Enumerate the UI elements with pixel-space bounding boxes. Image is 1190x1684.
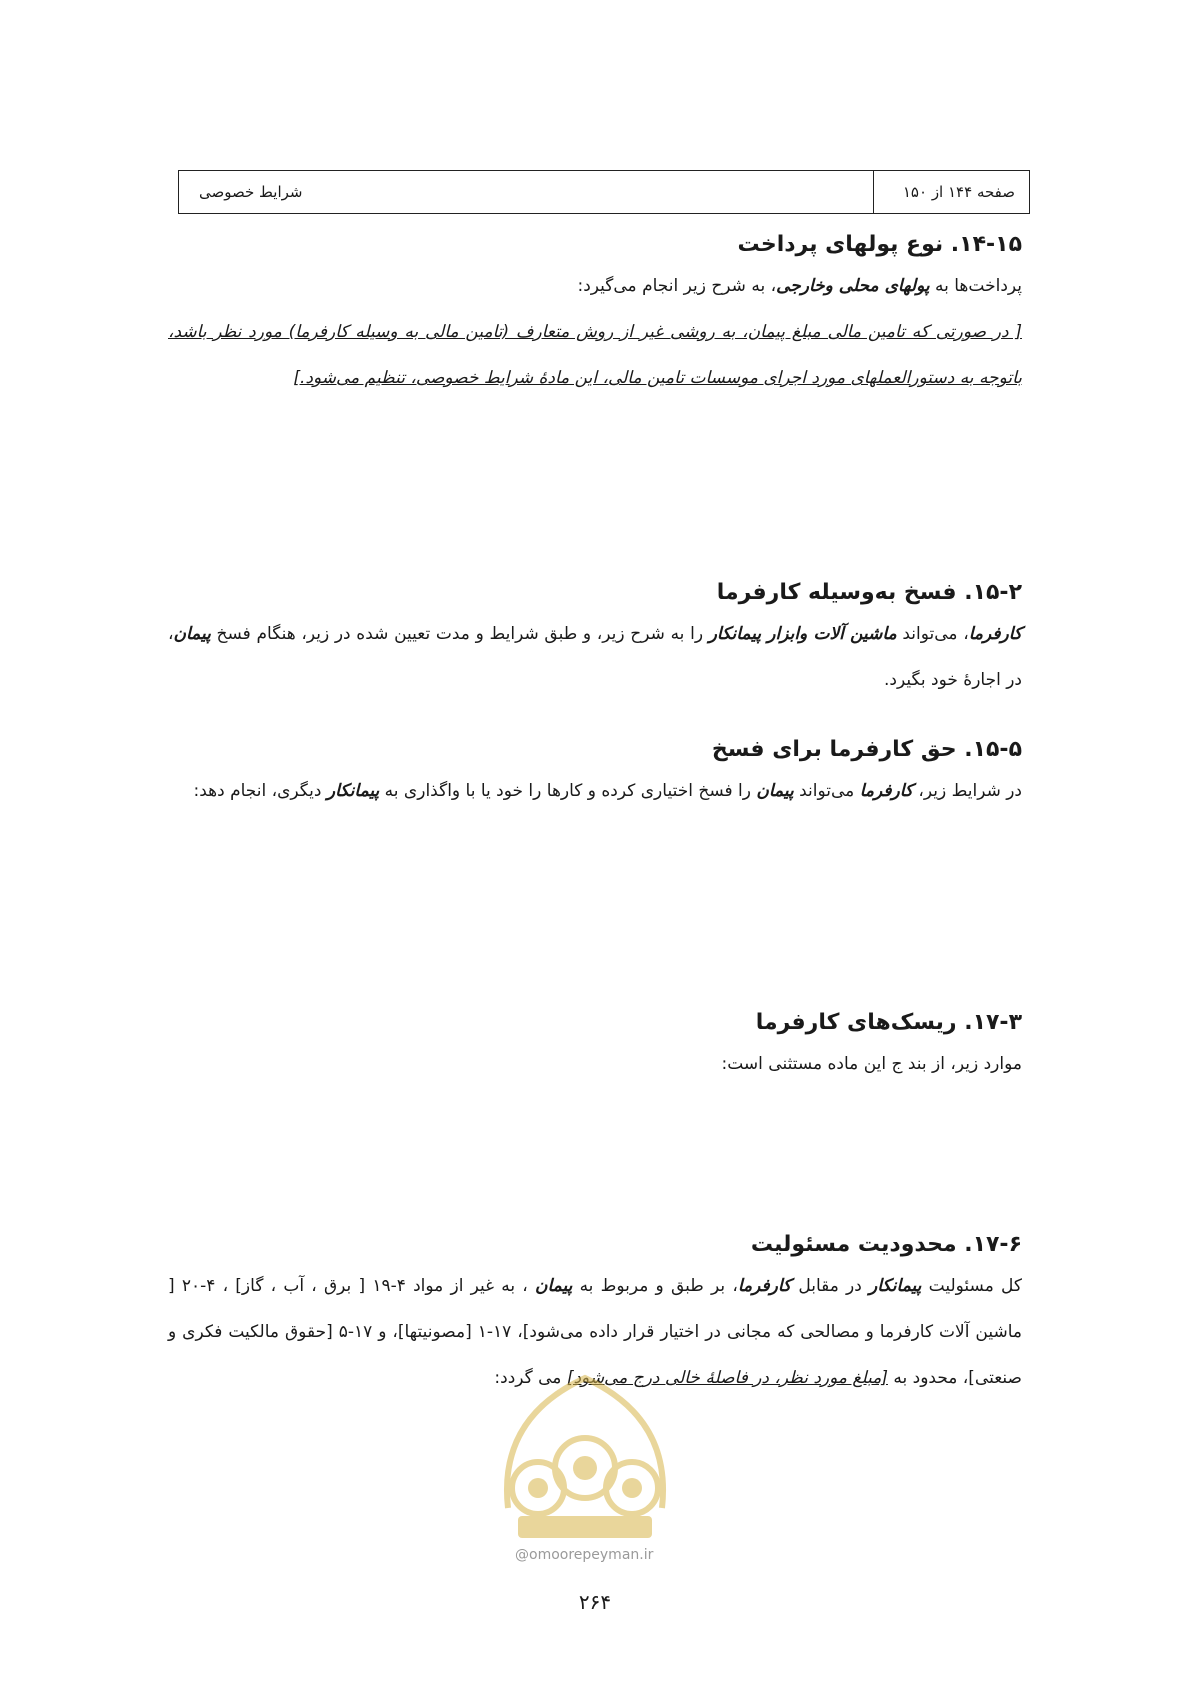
section-heading: ۱۵-۲. فسخ به‌وسیله کارفرما — [716, 580, 1022, 605]
section-payment-currencies — [168, 232, 1022, 401]
paragraph: در شرایط زیر، کارفرما می‌تواند پیمان را فسخ اختیاری کرده و کارها را خود یا با واگذاری به پیمانکار دیگری، انجام دهد: — [193, 781, 1022, 801]
paragraph: موارد زیر، از بند ج این ماده مستثنی است: — [721, 1054, 1022, 1074]
page-number-label: صفحه ۱۴۴ از ۱۵۰ — [873, 171, 1029, 213]
page-folio-number: ۲۶۴ — [578, 1590, 612, 1614]
watermark-site: @omoorepeyman.ir — [515, 1547, 654, 1563]
page-header — [178, 170, 1030, 214]
section-heading: ۱۴-۱۵. نوع پولهای پرداخت — [737, 232, 1022, 257]
section-heading: ۱۵-۵. حق کارفرما برای فسخ — [711, 737, 1022, 762]
note-paragraph: [ در صورتی که تامین مالی مبلغ پیمان، به روشی غیر از روش متعارف (تامین مالی به وسیله کارفرما) مورد نظر باشد، باتوجه به دستورالعملهای مورد اجرای موسسات تامین مالی، این مادهٔ شرایط خصوصی، تنظیم می‌شود.] — [168, 322, 1022, 388]
document-title: شرایط خصوصی — [199, 183, 303, 201]
paragraph: پرداخت‌ها به پولهای محلی وخارجی، به شرح زیر انجام می‌گیرد: — [577, 276, 1022, 296]
paragraph: کارفرما، می‌تواند ماشین آلات وابزار پیمانکار را به شرح زیر، و طبق شرایط و مدت تعیین شده در زیر، هنگام فسخ پیمان، در اجارهٔ خود بگیرد. — [168, 624, 1022, 690]
section-employer-risks — [168, 1010, 1022, 1087]
section-employer-right-to-terminate — [168, 737, 1022, 814]
watermark-logo-icon — [478, 1358, 692, 1548]
section-heading: ۱۷-۶. محدودیت مسئولیت — [750, 1232, 1022, 1257]
paragraph: کل مسئولیت پیمانکار در مقابل کارفرما، بر طبق و مربوط به پیمان ، به غیر از مواد ۴-۱۹ [ برق ، آب ، گاز] ، ۴-۲۰ [ ماشین آلات کارفرما و مصالحی که مجانی در اختیار قرار داده می‌شود]، ۱۷-۱ [مصونیتها]، و ۱۷-۵ [حقوق مالکیت فکری و صنعتی]، محدود به [مبلغ مورد نظر، در فاصلهٔ خالی درج می‌شود] می گردد: — [168, 1276, 1023, 1388]
section-heading: ۱۷-۳. ریسک‌های کارفرما — [755, 1010, 1022, 1035]
section-termination-by-employer — [168, 580, 1022, 703]
